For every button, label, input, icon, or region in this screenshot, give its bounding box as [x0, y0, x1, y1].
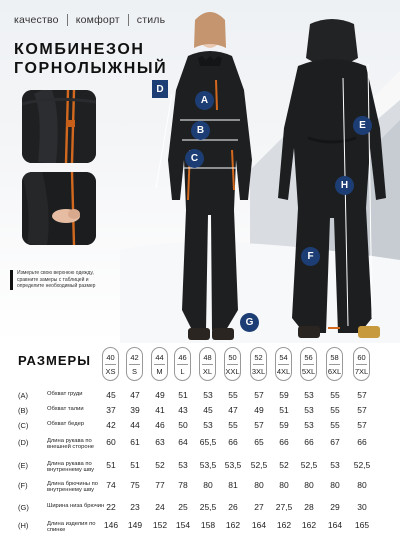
size-intl: XXL	[225, 366, 240, 376]
size-intl: M	[156, 366, 163, 376]
row-label: Длина изделия по спинке	[47, 521, 96, 533]
size-value: 57	[357, 405, 367, 415]
row-code: (E)	[18, 461, 28, 470]
size-ru: 48	[203, 352, 212, 362]
row-label: Обхват талии	[47, 406, 84, 412]
size-value: 24	[155, 502, 165, 512]
size-ru: 46	[178, 352, 187, 362]
size-value: 74	[106, 480, 116, 490]
measure-mark-b: B	[191, 121, 210, 140]
size-value: 44	[130, 420, 140, 430]
size-value: 52	[279, 460, 289, 470]
size-value: 27,5	[275, 502, 293, 512]
size-value: 22	[106, 502, 116, 512]
size-value: 164	[327, 520, 343, 530]
size-value: 55	[330, 405, 340, 415]
row-label: Обхват груди	[47, 391, 83, 397]
size-value: 51	[106, 460, 116, 470]
measure-mark-f: F	[301, 247, 320, 266]
size-value: 162	[301, 520, 317, 530]
size-intl: 3XL	[251, 366, 266, 376]
row-label: Обхват бедер	[47, 421, 85, 427]
size-value: 49	[254, 405, 264, 415]
size-value: 53	[304, 390, 314, 400]
size-ru: 40	[106, 352, 115, 362]
size-value: 81	[228, 480, 238, 490]
size-ru: 56	[304, 352, 313, 362]
size-column-header	[250, 347, 267, 381]
measure-mark-g: G	[240, 313, 259, 332]
model-back-photo	[268, 18, 396, 343]
size-value: 59	[279, 420, 289, 430]
measure-mark-d: D	[152, 80, 168, 98]
size-ru: 58	[330, 352, 339, 362]
size-value: 53	[304, 420, 314, 430]
size-value: 52,5	[250, 460, 268, 470]
instruction-bar	[10, 270, 13, 290]
row-code: (D)	[18, 438, 29, 447]
size-column-header	[199, 347, 216, 381]
size-value: 55	[330, 420, 340, 430]
size-intl: L	[180, 366, 185, 376]
row-code: (A)	[18, 391, 28, 400]
size-value: 78	[178, 480, 188, 490]
row-code: (G)	[18, 503, 29, 512]
size-value: 51	[279, 405, 289, 415]
size-value: 59	[279, 390, 289, 400]
size-value: 25,5	[199, 502, 217, 512]
size-value: 45	[106, 390, 116, 400]
size-value: 149	[127, 520, 143, 530]
size-value: 53	[330, 460, 340, 470]
tagline-quality: качество	[14, 14, 59, 26]
size-column-header	[126, 347, 143, 381]
size-value: 46	[155, 420, 165, 430]
size-value: 57	[254, 390, 264, 400]
measure-mark-a: A	[195, 91, 214, 110]
size-intl: XS	[105, 366, 116, 376]
size-value: 146	[103, 520, 119, 530]
size-value: 50	[178, 420, 188, 430]
size-column-header	[275, 347, 292, 381]
size-column-header	[151, 347, 168, 381]
size-value: 164	[251, 520, 267, 530]
size-value: 51	[130, 460, 140, 470]
size-value: 52	[155, 460, 165, 470]
size-value: 77	[155, 480, 165, 490]
size-value: 28	[304, 502, 314, 512]
size-value: 67	[330, 437, 340, 447]
measure-mark-e: E	[353, 116, 372, 135]
size-intl: S	[131, 366, 137, 376]
size-value: 49	[155, 390, 165, 400]
size-value: 53,5	[224, 460, 242, 470]
size-intl: 6XL	[327, 366, 342, 376]
detail-photo-chest-pocket	[22, 90, 96, 163]
size-value: 39	[130, 405, 140, 415]
size-value: 55	[228, 390, 238, 400]
size-value: 47	[228, 405, 238, 415]
size-value: 55	[228, 420, 238, 430]
size-value: 52,5	[300, 460, 318, 470]
instruction-text: Измерьте свою верхнюю одежду, сравните замеры с таблицей и определите необходимый размер	[17, 270, 96, 289]
size-value: 158	[200, 520, 216, 530]
size-value: 57	[357, 390, 367, 400]
size-value: 75	[130, 480, 140, 490]
size-value: 57	[357, 420, 367, 430]
size-value: 66	[228, 437, 238, 447]
size-value: 23	[130, 502, 140, 512]
size-table-title: РАЗМЕРЫ	[18, 353, 91, 368]
size-value: 25	[178, 502, 188, 512]
size-value: 53	[178, 460, 188, 470]
size-column-header	[300, 347, 317, 381]
size-value: 47	[130, 390, 140, 400]
size-value: 27	[254, 502, 264, 512]
size-intl: XL	[202, 366, 213, 376]
size-value: 80	[254, 480, 264, 490]
tagline	[14, 14, 165, 26]
row-label: Длина рукава по внутреннему шву	[47, 461, 94, 473]
tagline-separator	[67, 14, 68, 26]
row-code: (B)	[18, 406, 28, 415]
size-value: 80	[357, 480, 367, 490]
size-intl: 7XL	[354, 366, 369, 376]
product-title: КОМБИНЕЗОН ГОРНОЛЫЖНЫЙ	[14, 41, 168, 77]
size-column-header	[326, 347, 343, 381]
row-code: (H)	[18, 521, 29, 530]
tagline-comfort: комфорт	[75, 14, 120, 26]
size-column-header	[353, 347, 370, 381]
size-value: 30	[357, 502, 367, 512]
size-value: 51	[178, 390, 188, 400]
row-code: (C)	[18, 421, 29, 430]
size-value: 53	[203, 390, 213, 400]
size-value: 43	[178, 405, 188, 415]
size-value: 80	[330, 480, 340, 490]
size-value: 80	[203, 480, 213, 490]
size-value: 26	[228, 502, 238, 512]
size-value: 162	[276, 520, 292, 530]
size-value: 37	[106, 405, 116, 415]
size-value: 57	[254, 420, 264, 430]
size-intl: 5XL	[301, 366, 316, 376]
size-value: 80	[279, 480, 289, 490]
size-ru: 60	[357, 352, 366, 362]
size-column-header	[102, 347, 119, 381]
size-value: 66	[279, 437, 289, 447]
row-label: Длина брючины по внутреннему шву	[47, 481, 98, 493]
size-ru: 44	[155, 352, 164, 362]
size-value: 65	[254, 437, 264, 447]
size-value: 41	[155, 405, 165, 415]
size-value: 29	[330, 502, 340, 512]
size-value: 64	[178, 437, 188, 447]
size-ru: 42	[130, 352, 139, 362]
size-value: 80	[304, 480, 314, 490]
size-value: 162	[225, 520, 241, 530]
size-value: 152	[152, 520, 168, 530]
size-intl: 4XL	[276, 366, 291, 376]
detail-photo-side-pocket	[22, 172, 96, 245]
size-value: 45	[203, 405, 213, 415]
size-value: 154	[175, 520, 191, 530]
row-label: Длина рукава по внешней стороне	[47, 438, 95, 450]
measure-instruction	[10, 270, 114, 290]
size-column-header	[224, 347, 241, 381]
size-column-header	[174, 347, 191, 381]
size-value: 42	[106, 420, 116, 430]
row-code: (F)	[18, 481, 28, 490]
size-value: 55	[330, 390, 340, 400]
measure-line-d	[150, 92, 180, 192]
size-table	[0, 343, 400, 533]
size-value: 53	[304, 405, 314, 415]
size-value: 53,5	[199, 460, 217, 470]
size-value: 66	[357, 437, 367, 447]
size-value: 66	[304, 437, 314, 447]
measure-mark-h: H	[335, 176, 354, 195]
size-value: 53	[203, 420, 213, 430]
size-value: 60	[106, 437, 116, 447]
size-ru: 52	[254, 352, 263, 362]
tagline-separator	[128, 14, 129, 26]
size-value: 165	[354, 520, 370, 530]
row-label: Ширина низа брючин	[47, 503, 105, 509]
measure-mark-c: C	[185, 149, 204, 168]
size-value: 61	[130, 437, 140, 447]
size-ru: 54	[279, 352, 288, 362]
size-value: 52,5	[353, 460, 371, 470]
size-ru: 50	[228, 352, 237, 362]
size-value: 65,5	[199, 437, 217, 447]
size-value: 63	[155, 437, 165, 447]
tagline-style: стиль	[136, 14, 166, 26]
